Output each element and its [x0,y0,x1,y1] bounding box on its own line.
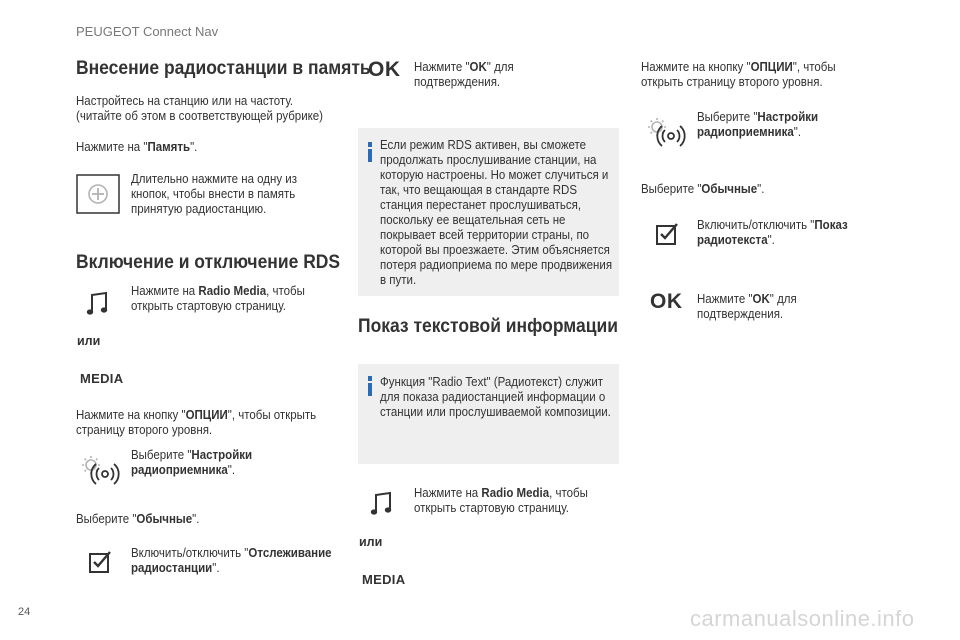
paragraph-toggle-tracking [131,546,333,576]
paragraph-tune-station [76,94,343,124]
text: Включить/отключить " [131,546,249,560]
paragraph-options-2 [641,60,880,90]
section-title-rds: Включение и отключение RDS [76,252,341,273]
text: Нажмите " [414,60,470,74]
text-bold: Настройки радиоприемника [697,110,819,139]
section-title-memory: Внесение радиостанции в память [76,58,371,79]
paragraph-general [76,512,334,527]
page-number: 24 [18,606,31,618]
text: Нажмите на [414,486,482,500]
text: Выберите " [641,182,702,196]
text-bold: OK [469,60,487,74]
text-bold: ОПЦИИ [185,408,228,422]
text-line: Настройтесь на станцию или на частоту. [76,94,294,108]
text: ". [212,561,220,575]
text: Нажмите на кнопку " [76,408,186,422]
text: " для подтверждения. [697,292,797,321]
paragraph-toggle-radiotext [697,218,881,248]
ok-button-label: OK [368,58,401,81]
text-bold: OK [752,292,770,306]
text: ". [227,463,236,477]
text-bold: Обычные [136,512,193,526]
running-header: PEUGEOT Connect Nav [76,24,219,39]
text: ". [190,140,198,154]
radio-settings-icon [646,114,688,150]
text: Выберите " [131,448,192,462]
paragraph-options [76,408,334,438]
text-bold: Отслеживание радиостанции [131,546,332,575]
text-bold: Показ радиотекста [697,218,848,247]
or-label: или [359,535,383,549]
text: ", чтобы открыть страницу второго уровня. [641,60,836,89]
text: ". [757,182,765,196]
text: ". [793,125,802,139]
text-bold: ОПЦИИ [750,60,793,74]
text: Включить/отключить " [697,218,815,232]
watermark: carmanualsonline.info [690,606,915,631]
text-bold: Настройки радиоприемника [131,448,253,477]
info-note-radiotext [358,364,619,464]
text-bold: Radio Media [198,284,267,298]
text-bold: Обычные [701,182,758,196]
paragraph-general-2 [641,182,880,197]
note-text: Функция "Radio Text" (Радиотекст) служит для показа радиостанцией информации о станции или прослушиваемой композиции. [380,375,611,419]
section-title-radiotext: Показ текстовой информации [358,316,618,337]
text: " для подтверждения. [414,60,514,89]
music-note-icon [86,290,110,318]
info-bar-icon [368,376,372,396]
paragraph-radio-settings-2 [697,110,881,140]
paragraph-confirm [414,60,598,90]
ok-button-label: OK [650,290,683,313]
paragraph-long-press: Длительно нажмите на одну из кнопок, чтобы внести в память принятую радиостанцию. [131,172,298,216]
media-button-label: MEDIA [362,572,406,587]
text: , чтобы открыть стартовую страницу. [131,284,305,313]
music-note-icon [370,490,394,518]
text-bold: Radio Media [481,486,550,500]
checkbox-icon [88,550,112,574]
text: Нажмите " [697,292,753,306]
text: Нажмите на " [76,140,148,154]
radio-settings-icon [80,452,122,488]
paragraph-radio-media-2 [414,486,598,516]
paragraph-radio-media [131,284,315,314]
paragraph-confirm-2 [697,292,881,322]
text: Выберите " [697,110,758,124]
paragraph-press-memory [76,140,343,155]
text-line: (читайте об этом в соответствующей рубрике) [76,109,324,123]
text: Выберите " [76,512,137,526]
paragraph-radio-settings [131,448,315,478]
text: ", чтобы открыть страницу второго уровня. [76,408,317,437]
text: , чтобы открыть стартовую страницу. [414,486,588,515]
or-label: или [77,334,101,348]
note-text: Если режим RDS активен, вы сможете продолжать прослушивание станции, на которую настроены. Но может случиться и так, что вещающая в стандарте RDS станция перестанет прослушиваться, поскольку ее вещательная сеть не покрывает всей территории страны, по которой вы проезжаете. Этим объясняется потеря радиоприема по мере продвижения в пути. [380,138,613,287]
text: Нажмите на [131,284,199,298]
add-preset-icon [76,174,120,214]
info-bar-icon [368,142,372,162]
text: Нажмите на кнопку " [641,60,751,74]
media-button-label: MEDIA [80,371,124,386]
text-bold: Память [147,140,191,154]
checkbox-icon [655,222,679,246]
info-note-rds [358,128,619,296]
text: ". [192,512,200,526]
text: ". [767,233,775,247]
